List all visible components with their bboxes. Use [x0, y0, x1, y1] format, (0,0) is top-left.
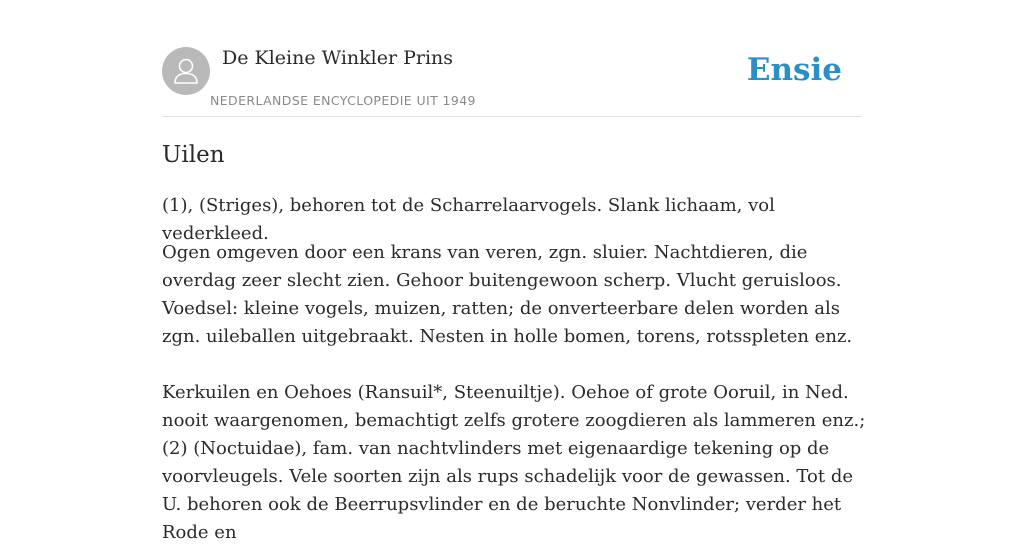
brand-logo[interactable]: Ensie — [746, 52, 842, 88]
article-title: Uilen — [162, 142, 225, 168]
article-paragraph: (1), (Striges), behoren tot de Scharrelaarvogels. Slank lichaam, vol vederkleed. — [162, 195, 775, 244]
article-paragraph: Kerkuilen en Oehoes (Ransuil*, Steenuiltje). Oehoe of grote Ooruil, in Ned. nooit waargenomen, bemachtigt zelfs grotere zoogdieren als lammeren enz.;(2) (Noctuidae), fam. van nachtvlinders met eigenaardige tekening op de voorvleugels. Vele soorten zijn als rups schadelijk voor de gewassen. Tot de U. behoren ook de Beerrupsvlinder en de beruchte Nonvlinder; verder het Rode en — [162, 382, 866, 543]
author-header — [162, 0, 862, 117]
author-name[interactable]: De Kleine Winkler Prins — [222, 47, 454, 69]
user-silhouette-icon — [162, 47, 210, 95]
article-paragraph: Ogen omgeven door een krans van veren, zgn. sluier. Nachtdieren, die overdag zeer slecht zien. Gehoor buitengewoon scherp. Vlucht geruisloos. Voedsel: kleine vogels, muizen, ratten; de onverteerbare delen worden als zgn. uileballen uitgebraakt. Nesten in holle bomen, torens, rotsspleten enz. — [162, 242, 853, 347]
author-subtitle: NEDERLANDSE ENCYCLOPEDIE UIT 1949 — [210, 93, 476, 108]
author-avatar-icon[interactable] — [162, 47, 210, 95]
page-container — [162, 0, 866, 543]
